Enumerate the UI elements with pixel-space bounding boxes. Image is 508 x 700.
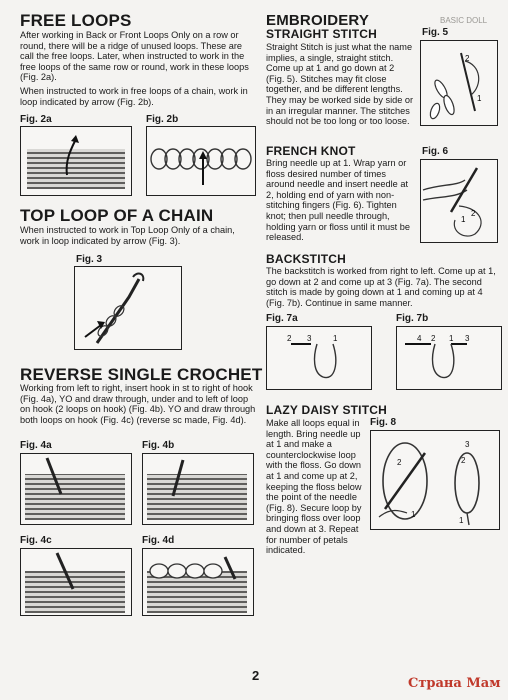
fig-5-label: Fig. 5: [422, 27, 449, 38]
svg-text:4: 4: [417, 334, 422, 343]
background-bleed-text: BASIC DOLL: [440, 16, 488, 25]
lazy-daisy-text: Make all loops equal in length. Bring needle up at 1 and make a counterclockwise loop with the floss. Go down at 1 and come up at 2, keeping the floss below the point of the needle (Fig. 8). Secure loop by bringing floss over loop and down at 3. Repeat for number of petals indicated.: [266, 418, 362, 556]
site-watermark: Страна Мам: [408, 676, 501, 691]
needle-icon: [451, 168, 477, 212]
svg-text:1: 1: [411, 510, 416, 519]
free-loops-heading: FREE LOOPS: [20, 11, 132, 30]
lazy-daisy-heading: LAZY DAISY STITCH: [266, 403, 387, 417]
page-number: 2: [252, 668, 260, 683]
needle-icon: [385, 453, 425, 509]
fig-2a-illustration: [20, 126, 132, 196]
fig-7b-illustration: [396, 326, 502, 390]
fig-8-illustration: [370, 430, 500, 530]
top-loop-heading: TOP LOOP OF A CHAIN: [20, 206, 214, 225]
french-knot-heading: FRENCH KNOT: [266, 144, 356, 158]
svg-text:2: 2: [287, 334, 292, 343]
crochet-hook-icon: [97, 279, 139, 343]
top-loop-text: When instructed to work in Top Loop Only of a chain, work in loop indicated by arrow (Fig. 3).: [20, 225, 235, 246]
fig-8-label: Fig. 8: [370, 417, 397, 428]
fig-4a-illustration: [20, 453, 132, 525]
fig-6-label: Fig. 6: [422, 146, 449, 157]
embroidery-heading: EMBROIDERY: [266, 12, 370, 29]
fig-3-illustration: [74, 266, 182, 350]
fig-4c-illustration: [20, 548, 132, 616]
backstitch-text: The backstitch is worked from right to left. Come up at 1, go down at 2 and come up at 3 (Fig. 7a). The second stitch is made by going down at 1 and coming up at 4 (Fig. 7b). Continue in same manner.: [266, 266, 496, 308]
svg-text:1: 1: [477, 94, 482, 103]
fig-2b-label: Fig. 2b: [146, 114, 179, 125]
fig-4d-label: Fig. 4d: [142, 535, 175, 546]
fig-5-illustration: [420, 40, 498, 126]
fig-4b-label: Fig. 4b: [142, 440, 175, 451]
svg-text:2: 2: [461, 456, 466, 465]
finger-icon: [423, 180, 465, 190]
svg-text:3: 3: [465, 440, 470, 449]
fig-7a-label: Fig. 7a: [266, 313, 298, 324]
backstitch-heading: BACKSTITCH: [266, 252, 346, 266]
fig-4c-label: Fig. 4c: [20, 535, 52, 546]
fig-6-illustration: [420, 159, 498, 243]
french-knot-text: Bring needle up at 1. Wrap yarn or floss desired number of times around needle and insert needle at 2, holding end of yarn with non-stitching fingers (Fig. 6). Tighten knot; then pull needle through, holding yarn or floss until it must be released.: [266, 158, 411, 243]
crochet-hook-icon: [173, 460, 183, 496]
svg-text:1: 1: [333, 334, 338, 343]
reverse-sc-heading: REVERSE SINGLE CROCHET: [20, 365, 263, 384]
svg-text:2: 2: [465, 54, 470, 63]
svg-text:2: 2: [471, 209, 476, 218]
svg-text:1: 1: [461, 215, 466, 224]
fig-4d-illustration: [142, 548, 254, 616]
crochet-hook-icon: [225, 557, 235, 579]
fig-3-label: Fig. 3: [76, 254, 103, 265]
svg-text:1: 1: [459, 516, 464, 525]
svg-text:2: 2: [431, 334, 436, 343]
free-loops-text-2: When instructed to work in free loops of a chain, work in loop indicated by arrow (Fig. 2b).: [20, 86, 248, 107]
straight-stitch-text: Straight Stitch is just what the name implies, a single, straight stitch. Come up at 1 and go down at 2 (Fig. 5). Stitches may fit close together, and be different lengths. They may be worked side by side or in an irregular manner. The stitches should not be too long or too loose.: [266, 42, 414, 127]
arrow-icon: [21, 127, 131, 195]
free-loops-text: After working in Back or Front Loops Only on a row or round, there will be a ridge of unused loops. These are call the free loops. Later, when instructed to work in the free loops of the same row or round, work in these loops (Fig. 2a).: [20, 30, 249, 83]
svg-text:2: 2: [397, 458, 402, 467]
fig-4a-label: Fig. 4a: [20, 440, 52, 451]
svg-text:3: 3: [465, 334, 470, 343]
fig-7b-label: Fig. 7b: [396, 313, 429, 324]
fig-4b-illustration: [142, 453, 254, 525]
straight-stitch-heading: STRAIGHT STITCH: [266, 27, 377, 41]
svg-text:1: 1: [449, 334, 454, 343]
fig-2a-label: Fig. 2a: [20, 114, 52, 125]
fig-7a-illustration: [266, 326, 372, 390]
crochet-hook-icon: [57, 553, 73, 589]
reverse-sc-text: Working from left to right, insert hook in st to right of hook (Fig. 4a), YO and draw through, under and to left of loop on hook (2 loops on hook) (Fig. 4b). YO and draw through both loops on hook (Fig. 4c) (reverse sc made, Fig. 4d).: [20, 383, 256, 425]
svg-text:3: 3: [307, 334, 312, 343]
fig-2b-illustration: [146, 126, 256, 196]
crochet-hook-icon: [47, 458, 61, 494]
